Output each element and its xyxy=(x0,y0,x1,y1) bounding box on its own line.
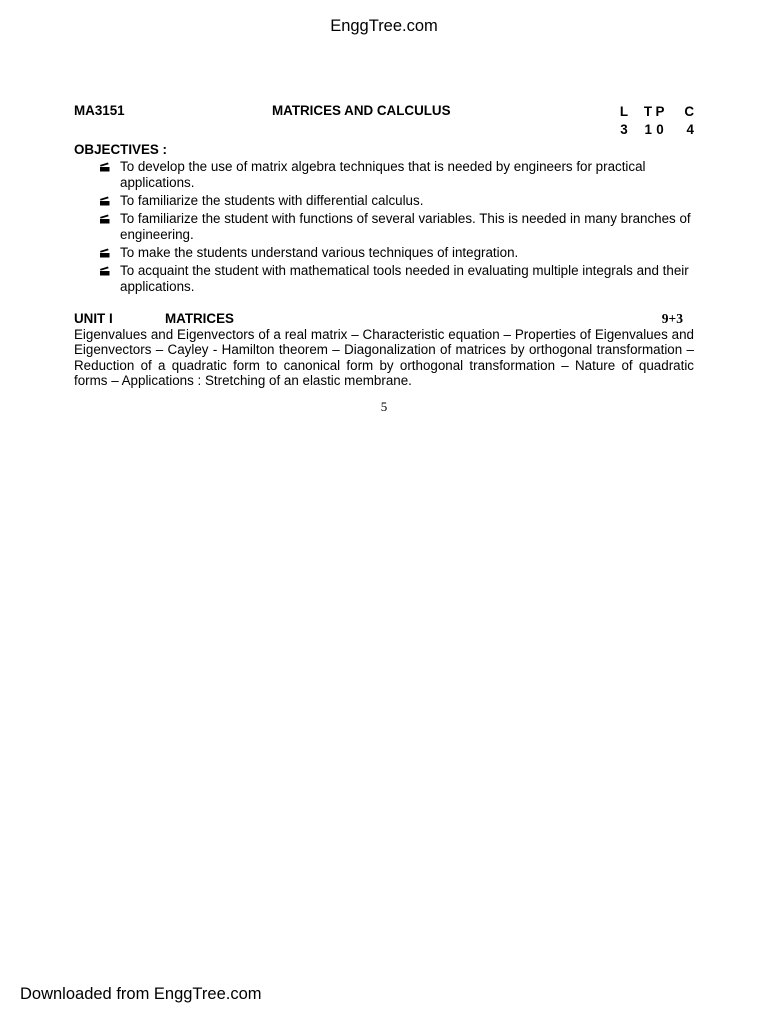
objective-item xyxy=(74,263,694,295)
unit-hours: 9+3 xyxy=(661,311,683,326)
objective-text: To acquaint the student with mathematical tools needed in evaluating multiple integrals and their applications. xyxy=(120,263,689,294)
clapperboard-bullet-icon xyxy=(99,214,110,224)
ltpc-table xyxy=(618,103,694,139)
document-content xyxy=(74,103,694,388)
watermark-bottom: Downloaded from EnggTree.com xyxy=(20,985,262,1003)
ltpc-labels-row xyxy=(618,103,694,121)
clapperboard-bullet-icon xyxy=(99,162,110,172)
course-header xyxy=(74,103,694,139)
unit-label: UNIT I xyxy=(74,311,113,326)
ltpc-values-row xyxy=(618,121,694,139)
unit-header xyxy=(74,311,694,327)
clapperboard-bullet-icon xyxy=(99,196,110,206)
ltpc-label-p: P xyxy=(655,104,665,119)
objective-text: To make the students understand various techniques of integration. xyxy=(120,245,519,260)
objectives-list xyxy=(74,159,694,295)
objective-text: To familiarize the student with functions of several variables. This is needed in many branches of engineering. xyxy=(120,211,691,242)
ltpc-label-l: L xyxy=(619,104,629,119)
clapperboard-bullet-icon xyxy=(99,266,110,276)
ltpc-value-p: 0 xyxy=(656,122,664,137)
objectives-heading: OBJECTIVES : xyxy=(74,142,168,157)
ltpc-label-c: C xyxy=(684,104,694,119)
page-number: 5 xyxy=(380,399,388,414)
unit-body: Eigenvalues and Eigenvectors of a real matrix – Characteristic equation – Properties of Eigenvalues and Eigenvectors – Cayley - Hamilton theorem – Diagonalization of matrices by orthogonal transformation – Reduction of a quadratic form to canonical form by orthogonal transformation – Nature of quadratic forms – Applications : Stretching of an elastic membrane. xyxy=(74,327,694,388)
objective-item xyxy=(74,159,694,191)
objective-text: To familiarize the students with differential calculus. xyxy=(120,193,424,208)
course-title: MATRICES AND CALCULUS xyxy=(272,103,451,118)
watermark-top: EnggTree.com xyxy=(330,17,438,35)
ltpc-value-l: 3 xyxy=(620,122,628,137)
objective-item xyxy=(74,193,694,209)
objective-item xyxy=(74,211,694,243)
unit-name: MATRICES xyxy=(165,311,234,326)
objective-item xyxy=(74,245,694,261)
course-code: MA3151 xyxy=(74,103,125,118)
ltpc-value-c: 4 xyxy=(686,122,694,137)
objective-text: To develop the use of matrix algebra techniques that is needed by engineers for practical applications. xyxy=(120,159,646,190)
ltpc-value-t: 1 xyxy=(644,122,652,137)
clapperboard-bullet-icon xyxy=(99,248,110,258)
ltpc-label-t: T xyxy=(643,104,652,119)
